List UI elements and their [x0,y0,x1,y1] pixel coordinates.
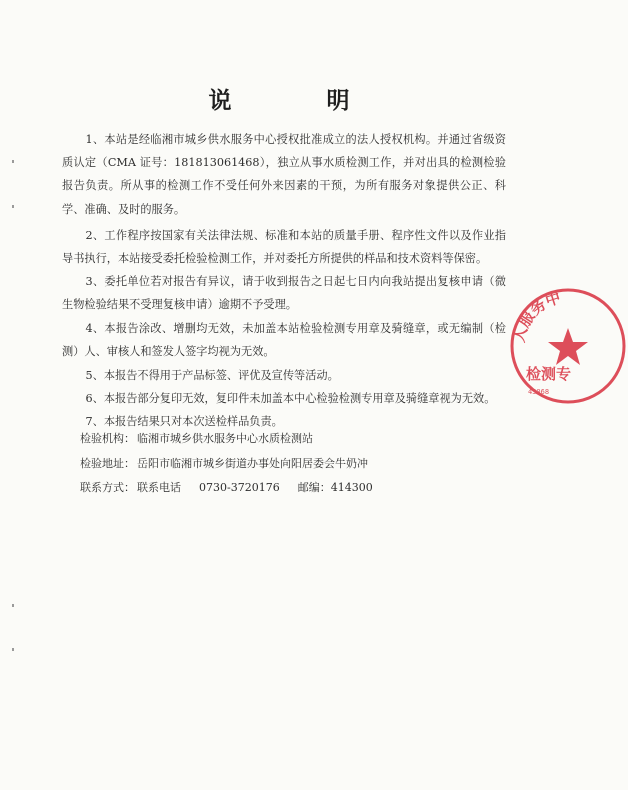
seal-star-icon [548,328,588,365]
svg-text:人服务中 [510,288,563,344]
zip-label: 邮编： [297,481,331,494]
inspection-org-value: 临湘市城乡供水服务中心水质检测站 [137,432,313,445]
contact-row [80,479,373,495]
official-seal-stamp [508,286,628,406]
notice-paragraph-3: 3、委托单位若对报告有异议，请于收到报告之日起七日内向我站提出复核申请（微生物检验结果不受理复核申请）逾期不予受理。 [62,275,506,312]
notice-paragraph-4: 4、本报告涂改、增删均无效，未加盖本站检验检测专用章及骑缝章，或无编制（检测）人、审核人和签发人签字均视为无效。 [62,322,506,359]
notice-paragraph-2: 2、工作程序按国家有关法律法规、标准和本站的质量手册、程序性文件以及作业指导书执行，本站接受委托检验检测工作，并对委托方所提供的样品和技术资料等保密。 [62,229,506,266]
notice-paragraph-5: 5、本报告不得用于产品标签、评优及宣传等活动。 [85,369,339,382]
notice-paragraph-1: 1、本站是经临湘市城乡供水服务中心授权批准成立的法人授权机构。并通过省级资质认定（CMA 证号：181813061468），独立从事水质检测工作，并对出具的检测检验报告负责。所从事的检测工作不受任何外来因素的干预，为所有服务对象提供公正、科学、准确、及时的服务。 [62,133,506,216]
phone-value: 0730-3720176 [199,481,280,494]
notice-paragraph-7: 7、本报告结果只对本次送检样品负责。 [85,415,283,428]
binding-mark [12,160,14,163]
phone-label: 联系电话 [137,481,181,494]
binding-mark [12,205,14,208]
seal-serial: 43068 [528,388,550,396]
inspection-org-row [80,430,313,446]
binding-mark [12,648,14,651]
page-title: 说 明 [208,88,386,114]
inspection-address-label: 检验地址： [80,457,135,470]
zip-value: 414300 [330,481,373,494]
binding-mark [12,604,14,607]
seal-bottom-text: 检测专 [526,365,572,383]
contact-label: 联系方式： [80,481,135,494]
seal-top-text: 人服务中 [509,288,563,345]
inspection-org-label: 检验机构： [80,432,135,445]
notice-paragraph-6: 6、本报告部分复印无效，复印件未加盖本中心检验检测专用章及骑缝章视为无效。 [85,392,496,405]
inspection-address-row [80,455,368,471]
inspection-address-value: 岳阳市临湘市城乡街道办事处向阳居委会牛奶冲 [137,457,368,470]
